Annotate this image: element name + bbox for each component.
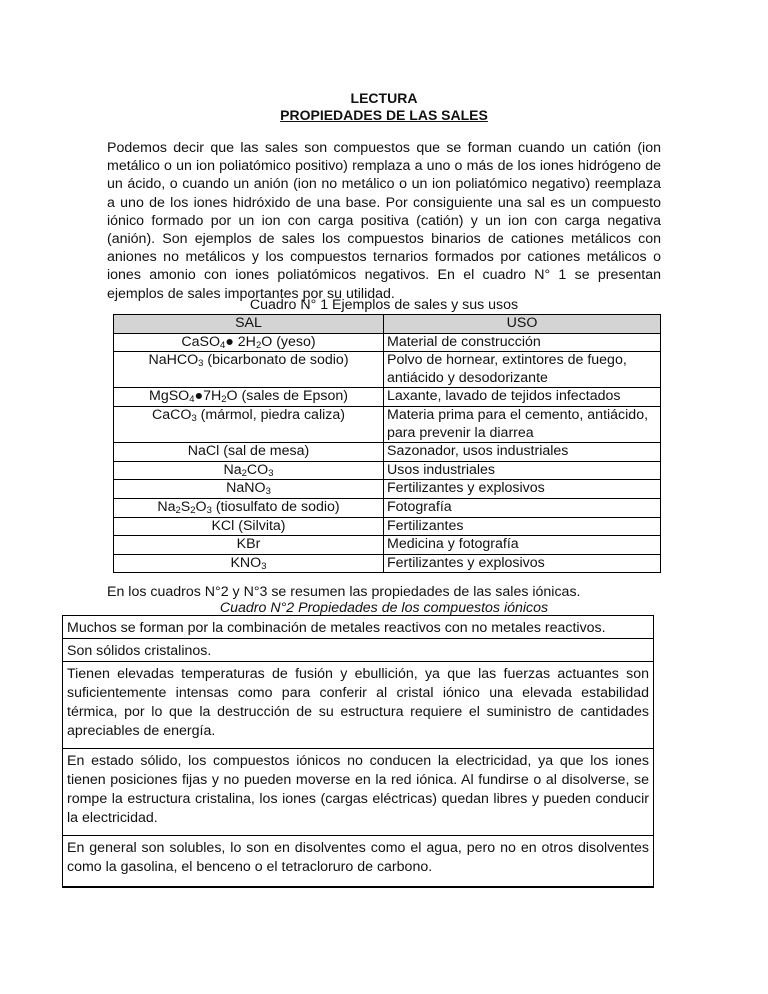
salt-use: Fertilizantes — [384, 517, 661, 536]
salt-use: Fertilizantes y explosivos — [384, 480, 661, 499]
salt-use: Medicina y fotografía — [384, 536, 661, 555]
property-row: Tienen elevadas temperaturas de fusión y ebullición, ya que las fuerzas actuantes son suficientemente intensas como para conferir al cristal iónico una elevada estabilidad térmica, por lo que la destrucción de su estructura requiere el suministro de cantidades apreciables de energía. — [63, 662, 653, 749]
intro-paragraph: Podemos decir que las sales son compuestos que se forman cuando un catión (ion metálico o un ion poliatómico positivo) remplaza a uno o más de los iones hidrógeno de un ácido, o cuando un anión (ion no metálico o un ion poliatómico negativo) reemplaza a uno de los iones hidróxido de una base. Por consiguiente una sal es un compuesto iónico formado por un ion con carga positiva (catión) y un ion con carga negativa (anión). Son ejemplos de sales los compuestos binarios de cationes metálicos con aniones no metálicos y los compuestos ternarios formados por cationes metálicos o iones amonio con iones poliatómicos negativos. En el cuadro N° 1 se presentan ejemplos de sales importantes por su utilidad. — [107, 140, 661, 302]
table-row — [114, 443, 661, 462]
table-row — [114, 333, 661, 352]
table-row — [114, 352, 661, 388]
salt-formula: KCl (Silvita) — [114, 517, 384, 536]
salt-use: Fotografía — [384, 498, 661, 517]
salt-use: Material de construcción — [384, 333, 661, 352]
table2-caption: Cuadro N°2 Propiedades de los compuestos iónicos — [219, 600, 549, 616]
salt-formula: $Na_2S_2O_3$ (tiosulfato de sodio) — [114, 498, 384, 517]
salt-formula: CaSO$_4$● $2H_2O$ (yeso) — [114, 333, 384, 352]
table-header-row — [114, 315, 661, 334]
table-row — [114, 480, 661, 499]
salt-use: Laxante, lavado de tejidos infectados — [384, 388, 661, 407]
salt-use: Sazonador, usos industriales — [384, 443, 661, 462]
property-row: Son sólidos cristalinos. — [63, 639, 653, 662]
property-row: En general son solubles, lo son en disolventes como el agua, pero no en otros disolventes como la gasolina, el benceno o el tetracloruro de carbono. — [67, 840, 649, 875]
salt-formula: KBr — [114, 536, 384, 555]
salt-formula: CaCO$_3$ (mármol, piedra caliza) — [114, 406, 384, 442]
table-row — [114, 388, 661, 407]
header-uso: USO — [384, 315, 661, 334]
property-row: Muchos se forman por la combinación de metales reactivos con no metales reactivos. — [63, 616, 653, 639]
salt-use: Fertilizantes y explosivos — [384, 554, 661, 573]
table-row — [114, 517, 661, 536]
salts-table — [113, 314, 661, 573]
property-row: En estado sólido, los compuestos iónicos no conducen la electricidad, ya que los iones tienen posiciones fijas y no pueden moverse en la red iónica. Al fundirse o al disolverse, se rompe la estructura cristalina, los iones (cargas eléctricas) quedan libres y pueden conducir la electricidad. — [63, 749, 653, 836]
table-row — [114, 536, 661, 555]
summary-paragraph: En los cuadros N°2 y N°3 se resumen las propiedades de las sales iónicas. — [107, 584, 581, 600]
table-row — [114, 406, 661, 442]
properties-table — [62, 615, 654, 888]
page-title: LECTURA — [350, 90, 418, 106]
page-subtitle: PROPIEDADES DE LAS SALES — [280, 107, 488, 123]
header-sal: SAL — [114, 315, 384, 334]
table-row — [114, 498, 661, 517]
salt-formula: NaNO$_3$ — [114, 480, 384, 499]
table-row — [114, 554, 661, 573]
salt-formula: NaHCO$_3$ (bicarbonato de sodio) — [114, 352, 384, 388]
salt-use: Polvo de hornear, extintores de fuego, antiácido y desodorizante — [384, 352, 661, 388]
salt-formula: $KNO_3$ — [114, 554, 384, 573]
salt-formula: NaCl (sal de mesa) — [114, 443, 384, 462]
table-row — [114, 461, 661, 480]
salt-formula: $Na_2CO_3$ — [114, 461, 384, 480]
table1-caption: Cuadro N° 1 Ejemplos de sales y sus usos — [249, 297, 519, 313]
salt-formula: $MgSO_4●7H_2O$ (sales de Epson) — [114, 388, 384, 407]
salt-use: Usos industriales — [384, 461, 661, 480]
salt-use: Materia prima para el cemento, antiácido, para prevenir la diarrea — [384, 406, 661, 442]
